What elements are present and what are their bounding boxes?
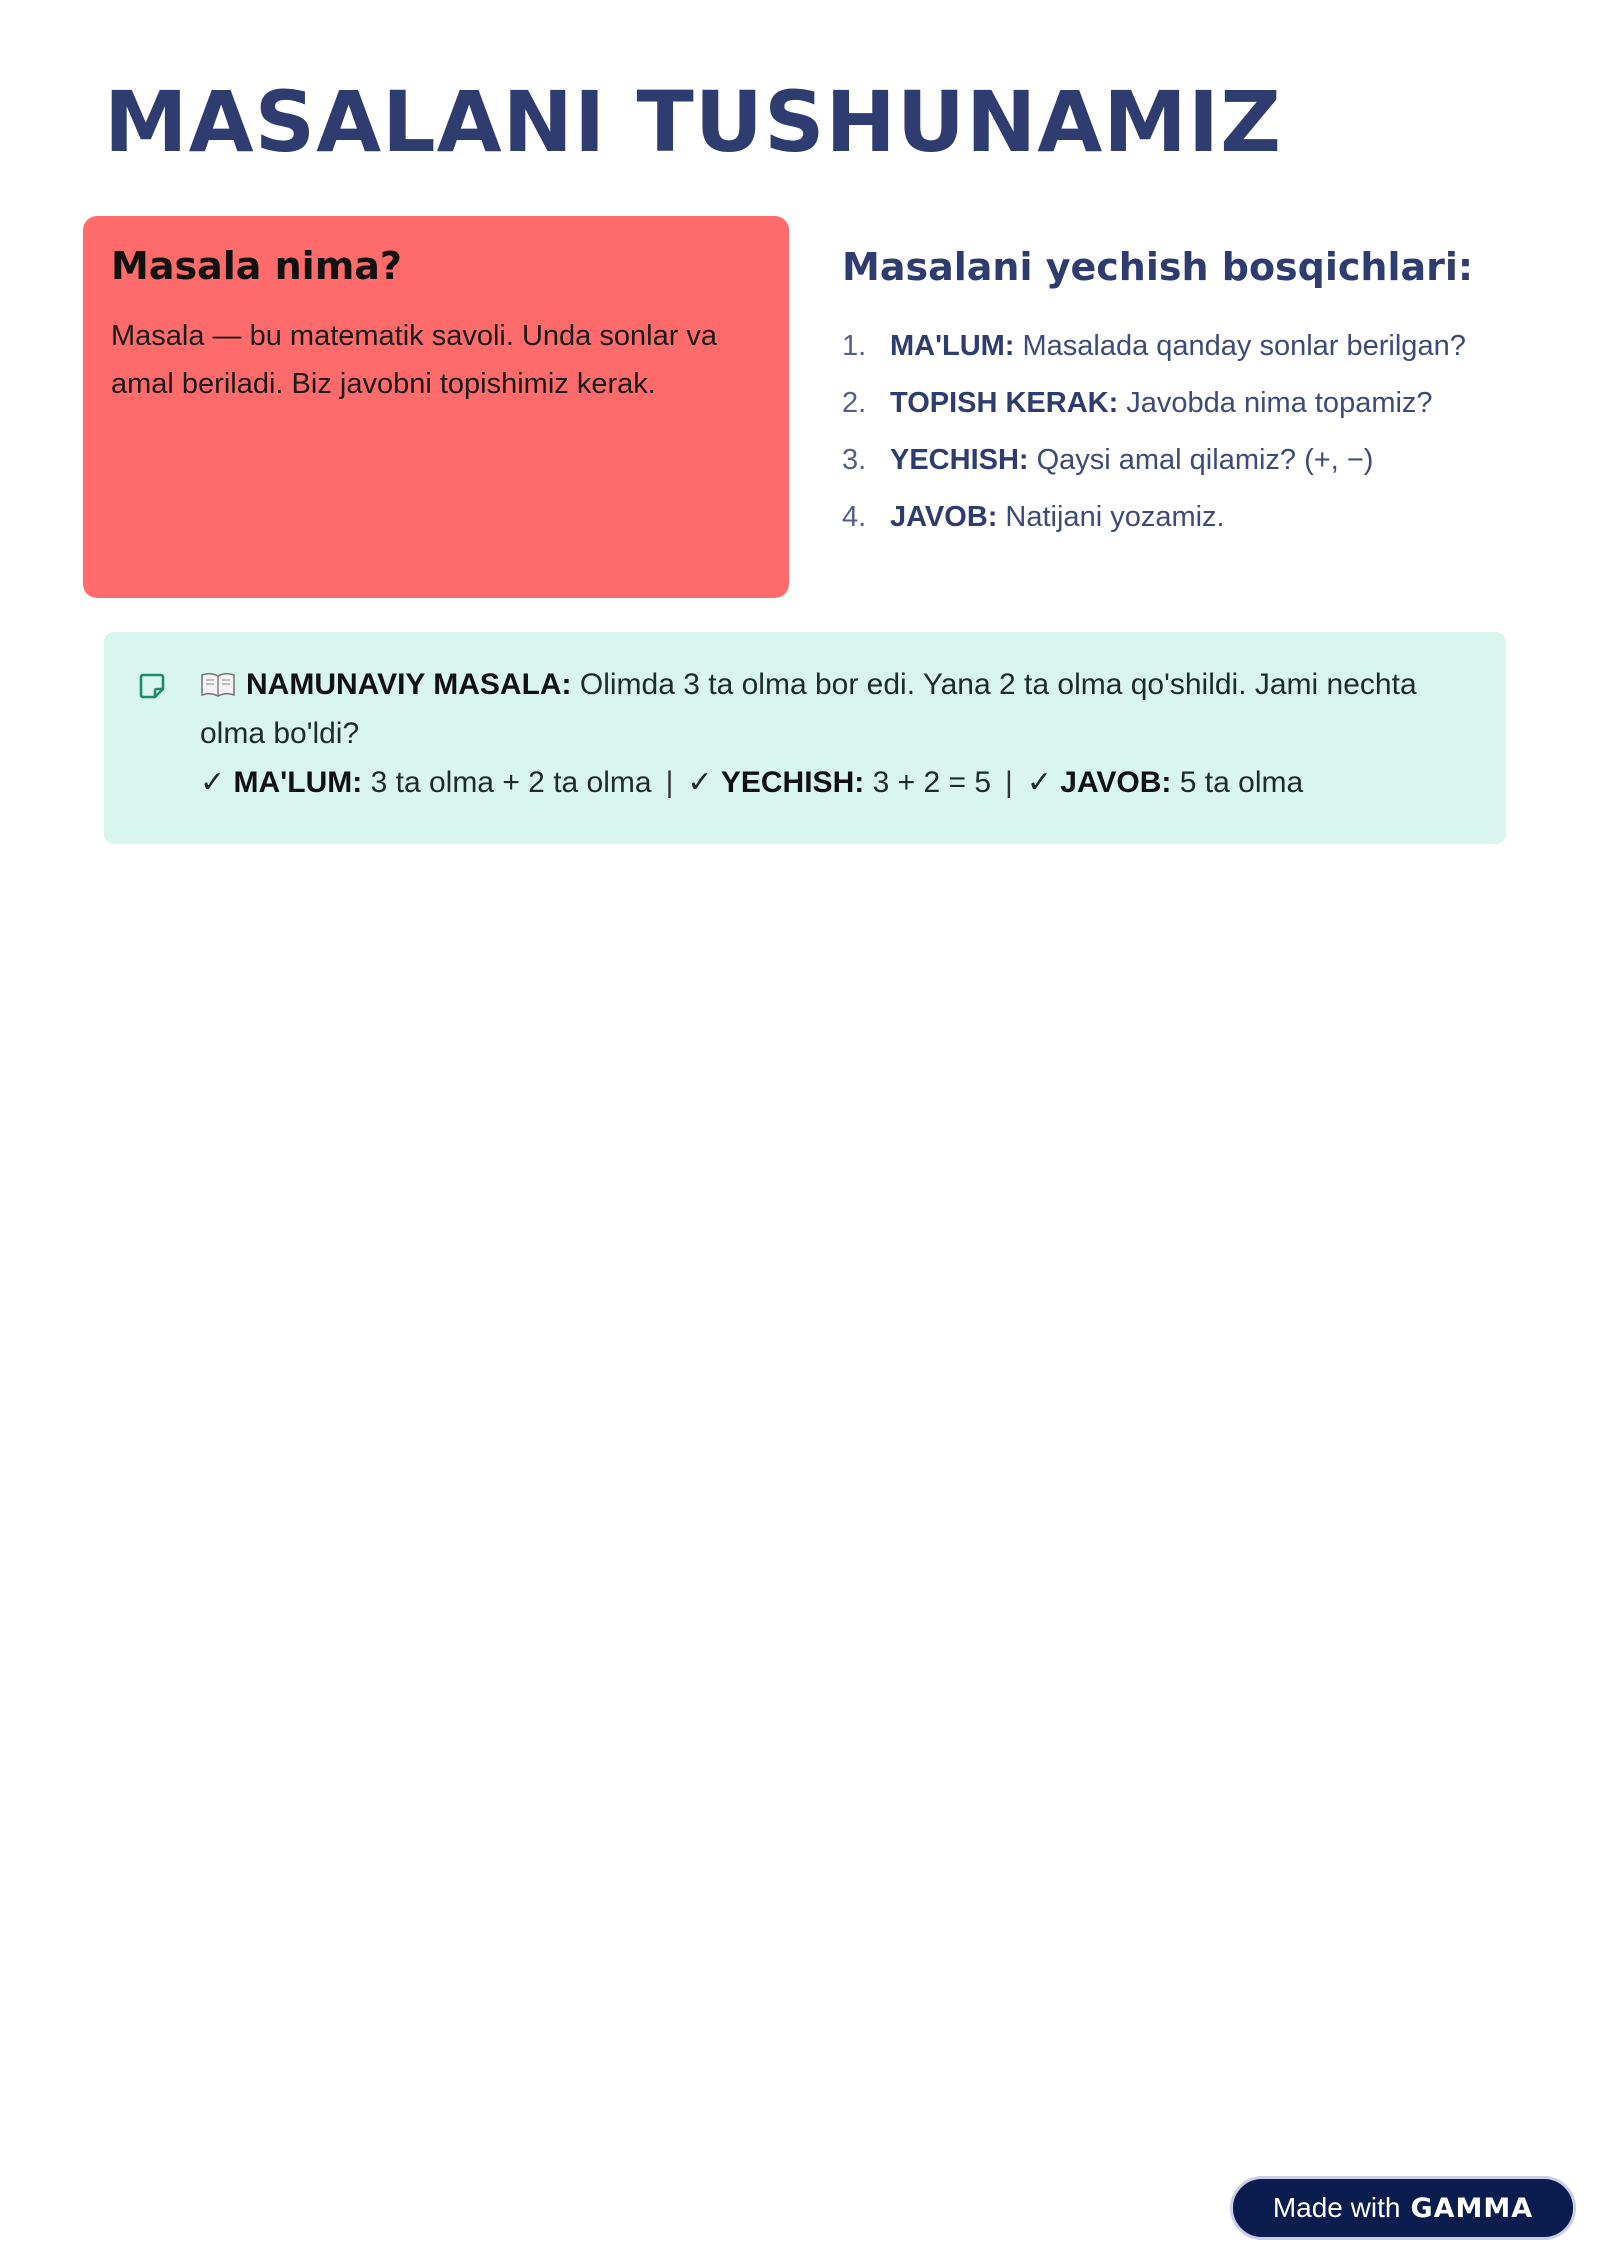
step-item [842, 432, 1542, 489]
known-text: 3 ta olma + 2 ta olma [370, 766, 652, 799]
example-problem [200, 660, 1466, 758]
step-number: 4. [842, 500, 867, 533]
solve-label: YECHISH: [720, 766, 865, 799]
note-icon [138, 672, 166, 700]
step-item [842, 489, 1542, 546]
example-callout [104, 632, 1506, 844]
steps-list [842, 318, 1542, 546]
solve-text: 3 + 2 = 5 [872, 766, 992, 799]
known-label: MA'LUM: [233, 766, 363, 799]
book-icon [200, 670, 236, 698]
check-mark: ✓ [687, 766, 713, 799]
page-title: MASALANI TUSHUNAMIZ [104, 73, 1283, 171]
answer-label: JAVOB: [1060, 766, 1172, 799]
separator: | [1005, 766, 1013, 799]
step-item [842, 318, 1542, 375]
step-label: JAVOB: [890, 500, 998, 533]
example-text: Olimda 3 ta olma bor edi. Yana 2 ta olma qo'shildi. Jami nechta olma bo'ldi? [200, 668, 1417, 750]
step-number: 3. [842, 443, 867, 476]
step-item [842, 375, 1542, 432]
separator: | [665, 766, 674, 799]
step-text: Masalada qanday sonlar berilgan? [1022, 329, 1466, 362]
step-text: Qaysi amal qilamiz? (+, −) [1036, 443, 1374, 476]
definition-body: Masala — bu matematik savoli. Unda sonlar va amal beriladi. Biz javobni topishimiz kerak. [111, 320, 718, 401]
gamma-logo: GAMMA [1410, 2192, 1534, 2224]
check-mark: ✓ [1026, 766, 1052, 799]
steps-section [842, 244, 1542, 546]
step-number: 2. [842, 386, 867, 419]
definition-card [83, 216, 789, 598]
step-label: MA'LUM: [890, 329, 1015, 362]
answer-text: 5 ta olma [1179, 766, 1304, 799]
check-mark: ✓ [200, 766, 226, 799]
definition-heading: Masala nima? [111, 244, 402, 288]
badge-made-with: Made with [1272, 2192, 1401, 2223]
step-text: Javobda nima topamiz? [1126, 386, 1433, 419]
example-solution [200, 758, 1466, 807]
step-label: TOPISH KERAK: [890, 386, 1119, 419]
step-number: 1. [842, 329, 867, 362]
example-label: NAMUNAVIY MASALA: [246, 668, 572, 701]
step-text: Natijani yozamiz. [1005, 500, 1225, 533]
step-label: YECHISH: [890, 443, 1029, 476]
made-with-gamma-badge[interactable] [1230, 2176, 1576, 2240]
steps-heading: Masalani yechish bosqichlari: [842, 245, 1474, 289]
